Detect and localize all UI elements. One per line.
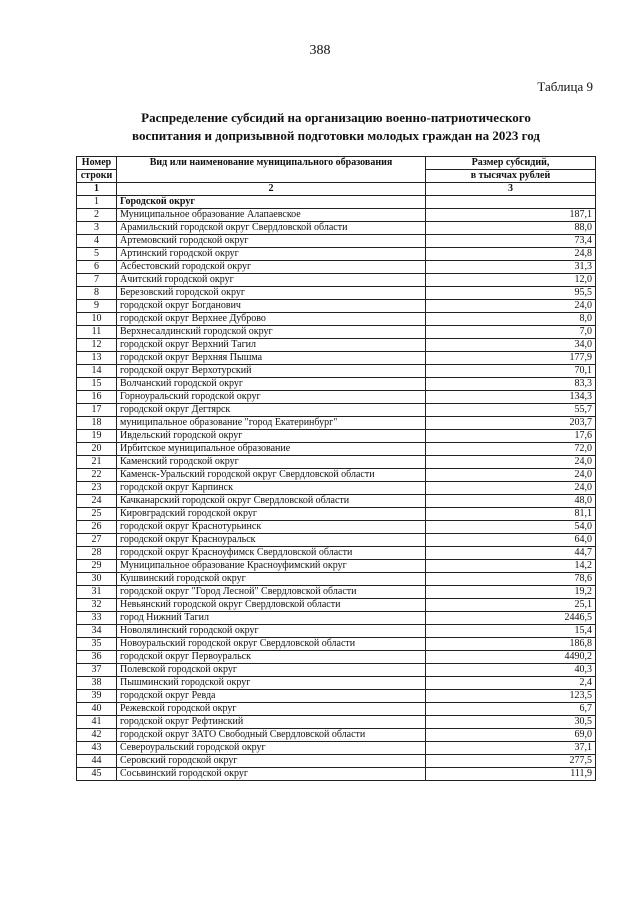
row-number: 10 xyxy=(77,313,117,326)
table-row xyxy=(77,456,596,469)
subsidy-value: 30,5 xyxy=(426,716,596,729)
municipality-name: городской округ Дегтярск xyxy=(117,404,426,417)
group-row xyxy=(77,196,596,209)
row-number: 35 xyxy=(77,638,117,651)
table-row xyxy=(77,716,596,729)
row-number: 13 xyxy=(77,352,117,365)
municipality-name: муниципальное образование "город Екатеринбург" xyxy=(117,417,426,430)
municipality-name: городской округ "Город Лесной" Свердловской области xyxy=(117,586,426,599)
subsidy-value: 123,5 xyxy=(426,690,596,703)
row-number: 22 xyxy=(77,469,117,482)
subsidy-value: 2446,5 xyxy=(426,612,596,625)
subsidy-value: 37,1 xyxy=(426,742,596,755)
municipality-name: Полевской городской округ xyxy=(117,664,426,677)
subsidy-value: 54,0 xyxy=(426,521,596,534)
subsidy-value: 83,3 xyxy=(426,378,596,391)
municipality-name: Ирбитское муниципальное образование xyxy=(117,443,426,456)
table-row xyxy=(77,508,596,521)
row-number: 1 xyxy=(77,196,117,209)
table-row xyxy=(77,651,596,664)
subsidy-value: 24,0 xyxy=(426,300,596,313)
municipality-name: городской округ Краснотурьинск xyxy=(117,521,426,534)
header-subsidy-2 xyxy=(426,170,596,183)
subsidy-value: 72,0 xyxy=(426,443,596,456)
title-line-2: воспитания и допризывной подготовки молодых граждан на 2023 год xyxy=(132,128,540,143)
subsidy-value: 88,0 xyxy=(426,222,596,235)
subsidy-value: 14,2 xyxy=(426,560,596,573)
table-row xyxy=(77,339,596,352)
row-number: 28 xyxy=(77,547,117,560)
header-subsidy-line-1: Размер субсидий, xyxy=(471,157,550,168)
page-number: 388 xyxy=(309,43,331,58)
row-number: 15 xyxy=(77,378,117,391)
subsidy-value: 186,8 xyxy=(426,638,596,651)
header-row xyxy=(77,157,596,170)
subsidy-value: 8,0 xyxy=(426,313,596,326)
table-row xyxy=(77,534,596,547)
table-row xyxy=(77,274,596,287)
table-row xyxy=(77,560,596,573)
municipality-name: Новоуральский городской округ Свердловской области xyxy=(117,638,426,651)
municipality-name: Асбестовский городской округ xyxy=(117,261,426,274)
subsidy-value: 78,6 xyxy=(426,573,596,586)
table-row xyxy=(77,404,596,417)
table-row xyxy=(77,261,596,274)
table-row xyxy=(77,222,596,235)
municipality-name: городской округ Первоуральск xyxy=(117,651,426,664)
row-number: 3 xyxy=(77,222,117,235)
municipality-name: Горноуральский городской округ xyxy=(117,391,426,404)
document-title xyxy=(80,109,592,145)
municipality-name: Невьянский городской округ Свердловской области xyxy=(117,599,426,612)
subsidy-value: 134,3 xyxy=(426,391,596,404)
municipality-name: городской округ Рефтинский xyxy=(117,716,426,729)
row-number: 26 xyxy=(77,521,117,534)
row-number: 8 xyxy=(77,287,117,300)
row-number: 21 xyxy=(77,456,117,469)
subsidy-value: 55,7 xyxy=(426,404,596,417)
row-number: 7 xyxy=(77,274,117,287)
subsidy-value: 64,0 xyxy=(426,534,596,547)
table-row xyxy=(77,768,596,781)
subsidy-value: 7,0 xyxy=(426,326,596,339)
column-number-row xyxy=(77,183,596,196)
municipality-name: городской округ Красноуральск xyxy=(117,534,426,547)
title-line-1: Распределение субсидий на организацию военно-патриотического xyxy=(141,110,531,125)
table-row xyxy=(77,742,596,755)
municipality-name: Серовский городской округ xyxy=(117,755,426,768)
subsidy-value: 48,0 xyxy=(426,495,596,508)
row-number: 2 xyxy=(77,209,117,222)
municipality-name: городской округ ЗАТО Свободный Свердловской области xyxy=(117,729,426,742)
subsidy-value: 44,7 xyxy=(426,547,596,560)
row-number: 23 xyxy=(77,482,117,495)
municipality-name: Североуральский городской округ xyxy=(117,742,426,755)
table-row xyxy=(77,495,596,508)
row-number: 4 xyxy=(77,235,117,248)
row-number: 43 xyxy=(77,742,117,755)
municipality-name: Верхнесалдинский городской округ xyxy=(117,326,426,339)
row-number: 30 xyxy=(77,573,117,586)
header-subsidy-line-2: в тысячах рублей xyxy=(470,170,551,181)
municipality-name: город Нижний Тагил xyxy=(117,612,426,625)
row-number: 33 xyxy=(77,612,117,625)
subsidy-value: 25,1 xyxy=(426,599,596,612)
subsidy-value: 70,1 xyxy=(426,365,596,378)
column-number: 3 xyxy=(426,183,596,196)
table-row xyxy=(77,573,596,586)
row-number: 19 xyxy=(77,430,117,443)
row-number: 25 xyxy=(77,508,117,521)
subsidy-value: 24,0 xyxy=(426,482,596,495)
row-number: 32 xyxy=(77,599,117,612)
subsidy-value: 187,1 xyxy=(426,209,596,222)
header-row-number-line-2: строки xyxy=(80,170,113,181)
row-number: 39 xyxy=(77,690,117,703)
municipality-name: городской округ Верхотурский xyxy=(117,365,426,378)
subsidy-value: 4490,2 xyxy=(426,651,596,664)
subsidy-value: 95,5 xyxy=(426,287,596,300)
row-number: 6 xyxy=(77,261,117,274)
header-row-number xyxy=(77,157,117,170)
municipality-name: Муниципальное образование Красноуфимский округ xyxy=(117,560,426,573)
row-number: 9 xyxy=(77,300,117,313)
table-row xyxy=(77,729,596,742)
row-number: 37 xyxy=(77,664,117,677)
municipality-name: городской округ Карпинск xyxy=(117,482,426,495)
table-row xyxy=(77,417,596,430)
table-row xyxy=(77,352,596,365)
table-row xyxy=(77,469,596,482)
row-number: 11 xyxy=(77,326,117,339)
row-number: 20 xyxy=(77,443,117,456)
table-row xyxy=(77,690,596,703)
row-number: 45 xyxy=(77,768,117,781)
table-row xyxy=(77,599,596,612)
municipality-name: Кушвинский городской округ xyxy=(117,573,426,586)
table-row xyxy=(77,300,596,313)
municipality-name: Ивдельский городской округ xyxy=(117,430,426,443)
subsidy-value: 12,0 xyxy=(426,274,596,287)
table-row xyxy=(77,664,596,677)
header-row-number-line-1: Номер xyxy=(81,157,112,168)
table-row xyxy=(77,482,596,495)
municipality-name: Качканарский городской округ Свердловской области xyxy=(117,495,426,508)
table-row xyxy=(77,586,596,599)
subsidy-value: 177,9 xyxy=(426,352,596,365)
municipality-name: Режевской городской округ xyxy=(117,703,426,716)
municipality-name: Артинский городской округ xyxy=(117,248,426,261)
municipality-name: Каменский городской округ xyxy=(117,456,426,469)
table-row xyxy=(77,313,596,326)
table-row xyxy=(77,521,596,534)
table-row xyxy=(77,547,596,560)
municipality-name: Арамильский городской округ Свердловской области xyxy=(117,222,426,235)
row-number: 14 xyxy=(77,365,117,378)
municipality-name: городской округ Красноуфимск Свердловской области xyxy=(117,547,426,560)
subsidy-value: 24,0 xyxy=(426,456,596,469)
municipality-name: городской округ Ревда xyxy=(117,690,426,703)
row-number: 42 xyxy=(77,729,117,742)
table-row xyxy=(77,677,596,690)
column-number: 1 xyxy=(77,183,117,196)
municipality-name: Волчанский городской округ xyxy=(117,378,426,391)
municipality-name: Муниципальное образование Алапаевское xyxy=(117,209,426,222)
subsidy-value: 81,1 xyxy=(426,508,596,521)
subsidy-value: 69,0 xyxy=(426,729,596,742)
table-row xyxy=(77,443,596,456)
table-body xyxy=(77,196,596,781)
subsidy-value: 17,6 xyxy=(426,430,596,443)
table-row xyxy=(77,625,596,638)
row-number: 40 xyxy=(77,703,117,716)
column-number: 2 xyxy=(117,183,426,196)
municipality-name: городской округ Богданович xyxy=(117,300,426,313)
municipality-name: городской округ Верхняя Пышма xyxy=(117,352,426,365)
subsidy-value xyxy=(426,196,596,209)
table-row xyxy=(77,287,596,300)
table-row xyxy=(77,755,596,768)
row-number: 17 xyxy=(77,404,117,417)
header-subsidy xyxy=(426,157,596,170)
table-row xyxy=(77,209,596,222)
subsidy-value: 2,4 xyxy=(426,677,596,690)
table-row xyxy=(77,638,596,651)
municipality-name: Городской округ xyxy=(117,196,426,209)
table-row xyxy=(77,378,596,391)
row-number: 16 xyxy=(77,391,117,404)
row-number: 34 xyxy=(77,625,117,638)
row-number: 18 xyxy=(77,417,117,430)
subsidy-value: 111,9 xyxy=(426,768,596,781)
municipality-name: Березовский городской округ xyxy=(117,287,426,300)
subsidy-value: 24,8 xyxy=(426,248,596,261)
row-number: 24 xyxy=(77,495,117,508)
municipality-name: Ачитский городской округ xyxy=(117,274,426,287)
municipality-name: Артемовский городской округ xyxy=(117,235,426,248)
subsidy-value: 31,3 xyxy=(426,261,596,274)
municipality-name: Кировградский городской округ xyxy=(117,508,426,521)
subsidy-value: 19,2 xyxy=(426,586,596,599)
subsidy-value: 203,7 xyxy=(426,417,596,430)
table-row xyxy=(77,235,596,248)
header-municipality: Вид или наименование муниципального образования xyxy=(117,157,426,183)
table-row xyxy=(77,365,596,378)
row-number: 5 xyxy=(77,248,117,261)
row-number: 27 xyxy=(77,534,117,547)
table-row xyxy=(77,612,596,625)
municipality-name: Новолялинский городской округ xyxy=(117,625,426,638)
table-row xyxy=(77,248,596,261)
subsidy-value: 6,7 xyxy=(426,703,596,716)
row-number: 38 xyxy=(77,677,117,690)
table-row xyxy=(77,391,596,404)
municipality-name: Пышминский городской округ xyxy=(117,677,426,690)
subsidy-value: 24,0 xyxy=(426,469,596,482)
table-row xyxy=(77,703,596,716)
subsidy-value: 73,4 xyxy=(426,235,596,248)
row-number: 12 xyxy=(77,339,117,352)
table-row xyxy=(77,430,596,443)
header-row-number-2 xyxy=(77,170,117,183)
municipality-name: городской округ Верхнее Дуброво xyxy=(117,313,426,326)
table-caption: Таблица 9 xyxy=(537,79,593,94)
subsidy-value: 40,3 xyxy=(426,664,596,677)
subsidy-value: 34,0 xyxy=(426,339,596,352)
municipality-name: городской округ Верхний Тагил xyxy=(117,339,426,352)
row-number: 31 xyxy=(77,586,117,599)
row-number: 41 xyxy=(77,716,117,729)
municipality-name: Каменск-Уральский городской округ Свердловской области xyxy=(117,469,426,482)
row-number: 36 xyxy=(77,651,117,664)
municipality-name: Сосьвинский городской округ xyxy=(117,768,426,781)
subsidy-table xyxy=(76,156,596,781)
table-row xyxy=(77,326,596,339)
row-number: 29 xyxy=(77,560,117,573)
subsidy-value: 15,4 xyxy=(426,625,596,638)
row-number: 44 xyxy=(77,755,117,768)
subsidy-value: 277,5 xyxy=(426,755,596,768)
